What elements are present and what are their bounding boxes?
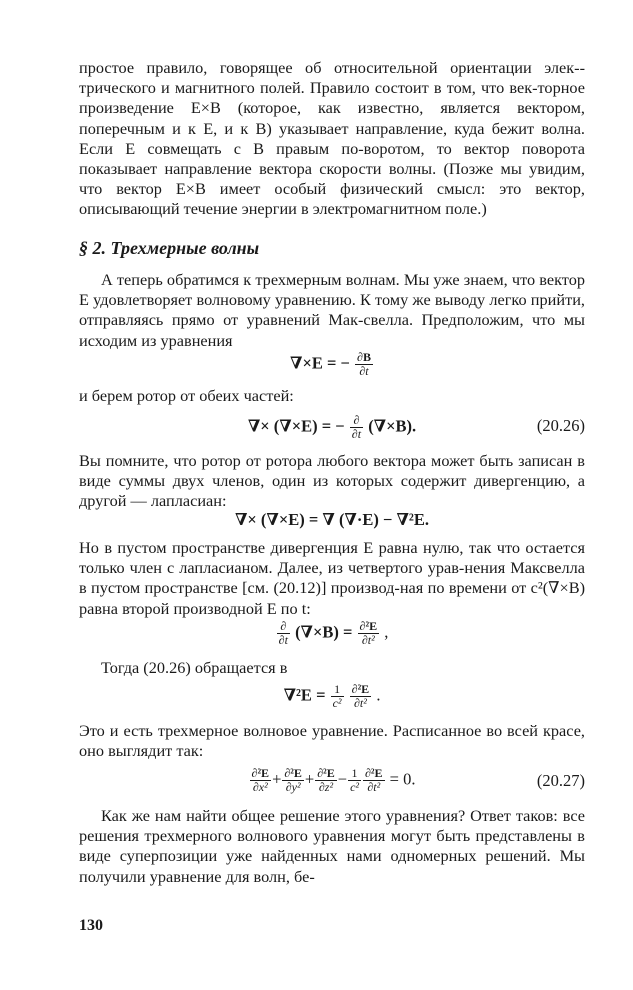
paragraph-empty-space [79,538,585,619]
fraction [350,414,363,441]
denominator: ∂x² [252,780,268,794]
plus-sign: + [272,769,282,789]
equation-number: (20.26) [536,416,585,435]
section-heading: § 2. Трехмерные волны [79,238,260,258]
paragraph-text: Это и есть трехмерное волновое уравнение. Расписанное во всей красе, оно выглядит так: [79,721,585,761]
eq-lhs: ∇× (∇×E) = − [247,416,345,436]
denominator: ∂t [359,364,369,378]
denominator: ∂t² [367,780,381,794]
paragraph-text: Тогда (20.26) обращается в [101,658,288,677]
numerator: ∂²E [365,766,383,780]
fraction [363,767,385,794]
fraction [355,351,373,378]
paragraph-3d-waves-intro [79,270,585,351]
numerator: ∂²E [359,619,378,633]
eq-end: , [384,622,389,642]
fraction [250,767,272,794]
denominator: ∂z² [318,780,334,794]
fraction [350,683,372,710]
paragraph-general-solution [79,806,585,887]
equation-number: (20.27) [536,771,585,790]
eq-lhs: ∇×E = − [290,353,350,373]
plus-sign: + [304,769,315,789]
numerator: ∂ [277,620,290,634]
paragraph-3d-wave-equation [79,721,585,761]
eq-rhs: (∇×B). [368,416,417,436]
eq-middle: (∇×B) = [295,622,353,642]
equation-curl-e [79,345,585,381]
denominator: c² [332,696,342,710]
paragraph-text: Как же нам найти общее решение этого уравнения? Ответ таков: все решения трехмерного волнового уравнения могут быть представлены в виде суперпозиции уже найденных нами одномерных решений. Мы получили уравнение для волн, бе- [79,806,585,886]
eq-lhs: ∇²E = [283,685,326,705]
paragraph-text: простое правило, говорящее об относительной ориентации элек-трического и магнитного полей. Правило состоит в том, что век-торное произведение E×B (которое, как известно, является вектором, поперечным и к E, и к B) указывает направление, куда бежит волна. Если E совмещать с B правым по-воротом, то вектор поворота показывает направление вектора скорости волны. (Позже мы увидим, что вектор E×B имеет особый физический смысл: это вектор, описывающий течение энергии в электромагнитном поле.) [79,58,585,219]
fraction [277,620,290,647]
eq-end: = 0. [389,769,416,789]
paragraph-text: А теперь обратимся к трехмерным волнам. Мы уже знаем, что вектор E удовлетворяет волновому уравнению. К тому же выводу легко прийти, отправляясь прямо от уравнений Мак-свелла. Предположим, что мы исходим из уравнения [79,270,585,350]
denominator: ∂y² [285,780,301,794]
numerator: ∂²E [317,766,335,780]
paragraph-text: Вы помните, что ротор от ротора любого вектора может быть записан в виде суммы двух членов, один из которых содержит дивергенцию, а другой — лапласиан: [79,451,585,511]
paragraph-text: и берем ротор от обеих частей: [79,386,294,405]
paragraph-orientation-rule [79,58,585,220]
fraction [282,767,304,794]
minus-sign: − [337,769,348,789]
numerator: ∂ [350,414,363,428]
denominator: ∂t² [353,696,367,710]
eq-identity: ∇× (∇×E) = ∇ (∇·E) − ∇²E. [234,510,430,529]
equation-time-derivative [79,614,585,650]
denominator: ∂t² [361,633,375,647]
paragraph-then-becomes [79,658,585,678]
equation-laplacian [79,677,585,713]
paragraph-text: Но в пустом пространстве дивергенция E равна нулю, так что остается только член с лапласианом. Далее, из четвертого урав-нения Максвелла в пустом пространстве [см. (20.12)] производ-ная по времени от c²(∇×B) равна второй производной E по t: [79,538,585,618]
numerator: ∂²E [284,766,302,780]
fraction [348,767,361,794]
equation-20-27 [79,761,585,797]
paragraph-take-curl [79,386,585,406]
numerator: ∂B [357,350,371,364]
denominator: c² [350,780,359,794]
numerator: 1 [348,767,361,781]
denominator: ∂t [278,633,288,647]
fraction [315,767,337,794]
paragraph-curl-of-curl [79,451,585,512]
equation-20-26 [79,408,585,444]
eq-end: . [376,685,381,705]
page-number: 130 [79,917,103,934]
denominator: ∂t [351,427,362,441]
numerator: 1 [331,683,344,697]
fraction [331,683,344,710]
fraction [358,620,380,647]
numerator: ∂²E [351,682,370,696]
numerator: ∂²E [251,766,270,780]
